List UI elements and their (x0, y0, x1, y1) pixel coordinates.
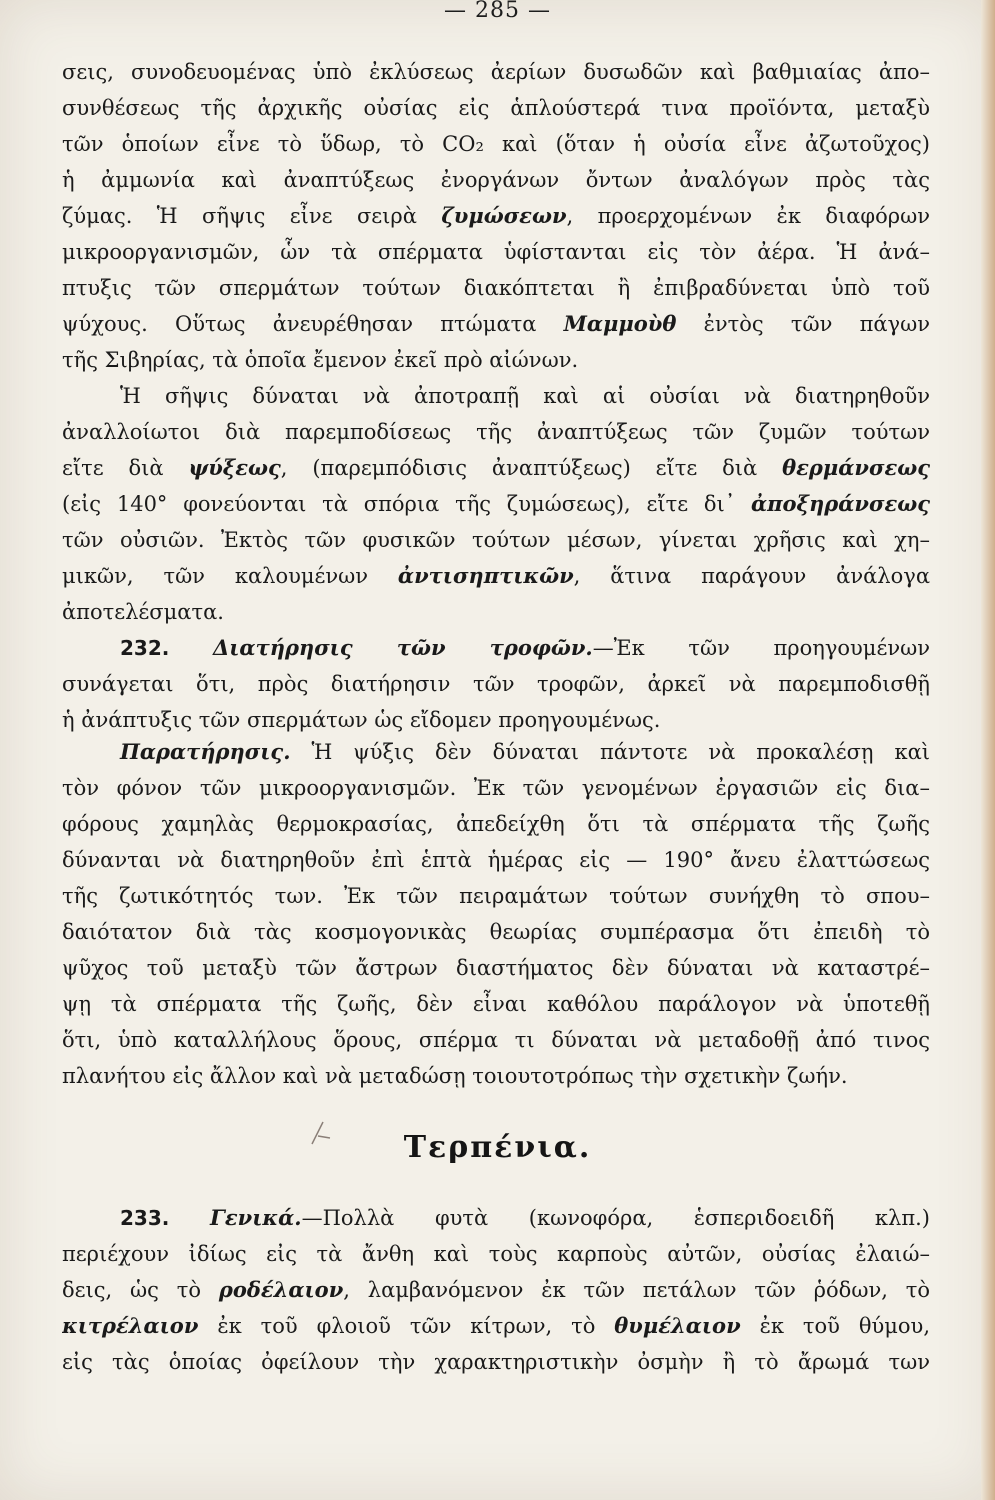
text-line: 233. Γενικά.—Πολλὰ φυτὰ (κωνοφόρα, ἑσπεριδοειδῆ κλπ.) (120, 1205, 930, 1230)
text-line: δεις, ὡς τὸ ροδέλαιον, λαμβανόμενον ἐκ τῶν πετάλων τῶν ῥόδων, τὸ (62, 1277, 930, 1302)
text-line: ἀποτελέσματα. (62, 600, 224, 624)
text-line: μικῶν, τῶν καλουμένων ἀντισηπτικῶν, ἅτινα παράγουν ἀνάλογα (62, 563, 930, 588)
page-edge (981, 0, 995, 1500)
text-line: ὅτι, ὑπὸ καταλλήλους ὅρους, σπέρμα τι δύναται νὰ μεταδοθῇ ἀπό τινος (62, 1028, 930, 1052)
term-rodelaion: ροδέλαιον (218, 1277, 344, 1302)
remark-label: Παρατήρησις. (120, 739, 291, 764)
text-line: δύνανται νὰ διατηρηθοῦν ἐπὶ ἑπτὰ ἡμέρας εἰς — 190° ἄνευ ἐλαττώσεως (62, 848, 930, 872)
text-line: δαιότατον διὰ τὰς κοσμογονικὰς θεωρίας συμπέρασμα ὅτι ἐπειδὴ τὸ (62, 920, 930, 944)
text-line: ψῦχος τοῦ μεταξὺ τῶν ἄστρων διαστήματος δὲν δύναται νὰ καταστρέ– (62, 956, 930, 980)
text-line: Παρατήρησις. Ἡ ψύξις δὲν δύναται πάντοτε νὰ προκαλέσῃ καὶ (120, 739, 930, 764)
section-title: Γενικά. (209, 1205, 302, 1230)
section-233 (62, 1200, 930, 1380)
section-number: 233. (120, 1206, 170, 1230)
paragraph-putrefaction (62, 54, 930, 378)
section-number: 232. (120, 636, 170, 660)
text-line: μικροοργανισμῶν, ὧν τὰ σπέρματα ὑφίστανται εἰς τὸν ἀέρα. Ἡ ἀνά– (62, 240, 930, 264)
text-line: σεις, συνοδευομένας ὑπὸ ἐκλύσεως ἀερίων δυσωδῶν καὶ βαθμιαίας ἀπο– (62, 60, 930, 84)
text-line: συνάγεται ὅτι, πρὸς διατήρησιν τῶν τροφῶν, ἀρκεῖ νὰ παρεμποδισθῇ (62, 672, 930, 696)
term-mammouth: Μαμμοὺθ (563, 311, 677, 336)
text-line: εἴτε διὰ ψύξεως, (παρεμπόδισις ἀναπτύξεως) εἴτε διὰ θερμάνσεως (62, 455, 930, 480)
text-line: πλανήτου εἰς ἄλλον καὶ νὰ μεταδώσῃ τοιουτοτρόπως τὴν σχετικὴν ζωήν. (62, 1064, 848, 1088)
text-line: (εἰς 140° φονεύονται τὰ σπόρια τῆς ζυμώσεως), εἴτε δι᾿ ἀποξηράνσεως (62, 491, 930, 516)
term-antiseptikon: ἀντισηπτικῶν (397, 563, 574, 588)
text-line: ψῃ τὰ σπέρματα τῆς ζωῆς, δὲν εἶναι καθόλου παράλογον νὰ ὑποτεθῇ (62, 992, 930, 1016)
page-number: — 285 — (444, 0, 551, 23)
text-line: ἀναλλοίωτοι διὰ παρεμποδίσεως τῆς ἀναπτύξεως τῶν ζυμῶν τούτων (62, 420, 930, 444)
text-line: τῶν ὁποίων εἶνε τὸ ὕδωρ, τὸ CO₂ καὶ (ὅταν ἡ οὐσία εἶνε ἀζωτοῦχος) (62, 132, 930, 156)
term-apoxiranseos: ἀποξηράνσεως (751, 491, 930, 516)
text-line: κιτρέλαιον ἐκ τοῦ φλοιοῦ τῶν κίτρων, τὸ θυμέλαιον ἐκ τοῦ θύμου, (62, 1313, 930, 1338)
text-line: φόρους χαμηλὰς θερμοκρασίας, ἀπεδείχθη ὅτι τὰ σπέρματα τῆς ζωῆς (62, 812, 930, 836)
remark-paragraph (62, 734, 930, 1094)
text-line: τῶν οὐσιῶν. Ἐκτὸς τῶν φυσικῶν τούτων μέσων, γίνεται χρῆσις καὶ χη– (62, 528, 930, 552)
term-thermanseos: θερμάνσεως (782, 455, 930, 480)
text-line: συνθέσεως τῆς ἀρχικῆς οὐσίας εἰς ἁπλούστερά τινα προϊόντα, μεταξὺ (62, 96, 930, 120)
text-line: ζύμας. Ἡ σῆψις εἶνε σειρὰ ζυμώσεων, προερχομένων ἐκ διαφόρων (62, 203, 930, 228)
section-title: Διατήρησις τῶν τροφῶν. (212, 635, 593, 660)
term-psyxeos: ψύξεως (188, 455, 281, 480)
text-line: τὸν φόνον τῶν μικροοργανισμῶν. Ἐκ τῶν γενομένων ἐργασιῶν εἰς δια– (62, 776, 930, 800)
term-zymoseon: ζυμώσεων (441, 203, 567, 228)
text-line: πτυξις τῶν σπερμάτων τούτων διακόπτεται ἢ ἐπιβραδύνεται ὑπὸ τοῦ (62, 276, 930, 300)
text-line: τῆς ζωτικότητός των. Ἐκ τῶν πειραμάτων τούτων συνήχθη τὸ σπου– (62, 884, 930, 908)
term-thymelaion: θυμέλαιον (614, 1313, 741, 1338)
text-line: 232. Διατήρησις τῶν τροφῶν.—Ἐκ τῶν προηγουμένων (120, 635, 930, 660)
section-heading-terpenes: Τερπένια. (403, 1130, 592, 1165)
text-line: ἡ ἀμμωνία καὶ ἀναπτύξεως ἐνοργάνων ὄντων ἀναλόγων πρὸς τὰς (62, 168, 930, 192)
text-line: τῆς Σιβηρίας, τὰ ὁποῖα ἔμενον ἐκεῖ πρὸ αἰώνων. (62, 348, 579, 372)
text-line: περιέχουν ἰδίως εἰς τὰ ἄνθη καὶ τοὺς καρποὺς αὐτῶν, οὐσίας ἐλαιώ– (62, 1242, 930, 1266)
text-line: Ἡ σῆψις δύναται νὰ ἀποτραπῇ καὶ αἱ οὐσίαι νὰ διατηρηθοῦν (120, 384, 930, 408)
term-kitrelaion: κιτρέλαιον (62, 1313, 199, 1338)
text-line: ψύχους. Οὕτως ἀνευρέθησαν πτώματα Μαμμοὺθ ἐντὸς τῶν πάγων (62, 311, 930, 336)
text-line: εἰς τὰς ὁποίας ὀφείλουν τὴν χαρακτηριστικὴν ὀσμὴν ἢ τὸ ἄρωμά των (62, 1350, 930, 1374)
text-line: ἡ ἀνάπτυξις τῶν σπερμάτων ὡς εἴδομεν προηγουμένως. (62, 708, 661, 732)
paragraph-preservation (62, 378, 930, 630)
section-232 (62, 630, 930, 738)
